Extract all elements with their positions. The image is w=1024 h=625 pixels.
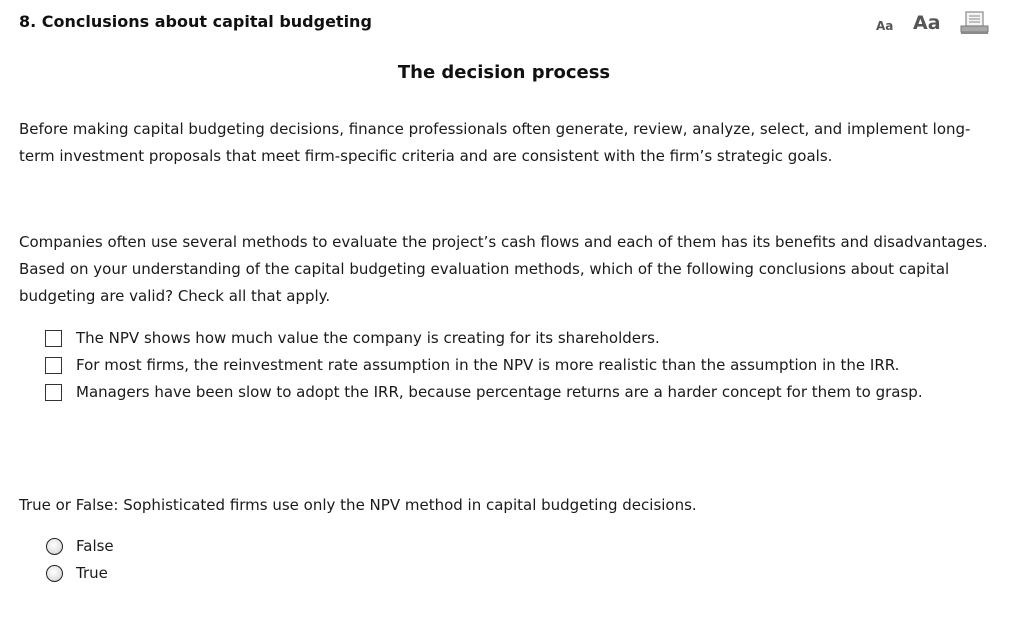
true-false-question: True or False: Sophisticated firms use only the NPV method in capital budgeting decisions.: [19, 496, 697, 514]
radio-button[interactable]: [46, 565, 63, 582]
checkbox-label: Managers have been slow to adopt the IRR, because percentage returns are a harder concept for them to grasp.: [76, 383, 923, 401]
radio-label: False: [76, 537, 114, 555]
radio-label: True: [76, 564, 108, 582]
checkbox-label: For most firms, the reinvestment rate assumption in the NPV is more realistic than the assumption in the IRR.: [76, 356, 900, 374]
toolbar: [876, 10, 996, 38]
question-paragraph: Companies often use several methods to evaluate the project’s cash flows and each of them has its benefits and disadvantages. Based on your understanding of the capital budgeting evaluation methods, which of the following conclusions about capital budgeting are valid? Check all that apply.: [19, 233, 988, 305]
increase-font-button[interactable]: Aa: [913, 12, 941, 34]
checkbox-label: The NPV shows how much value the company is creating for its shareholders.: [76, 329, 660, 347]
checkbox[interactable]: [45, 384, 62, 401]
print-icon[interactable]: [960, 11, 990, 35]
intro-paragraph: Before making capital budgeting decisions, finance professionals often generate, review, analyze, select, and implement long-term investment proposals that meet firm-specific criteria and are consistent with the firm’s strategic goals.: [19, 120, 971, 165]
radio-button[interactable]: [46, 538, 63, 555]
decrease-font-button[interactable]: Aa: [876, 19, 894, 33]
checkbox[interactable]: [45, 330, 62, 347]
question-title: 8. Conclusions about capital budgeting: [19, 12, 372, 31]
checkbox[interactable]: [45, 357, 62, 374]
section-title: The decision process: [397, 62, 611, 83]
